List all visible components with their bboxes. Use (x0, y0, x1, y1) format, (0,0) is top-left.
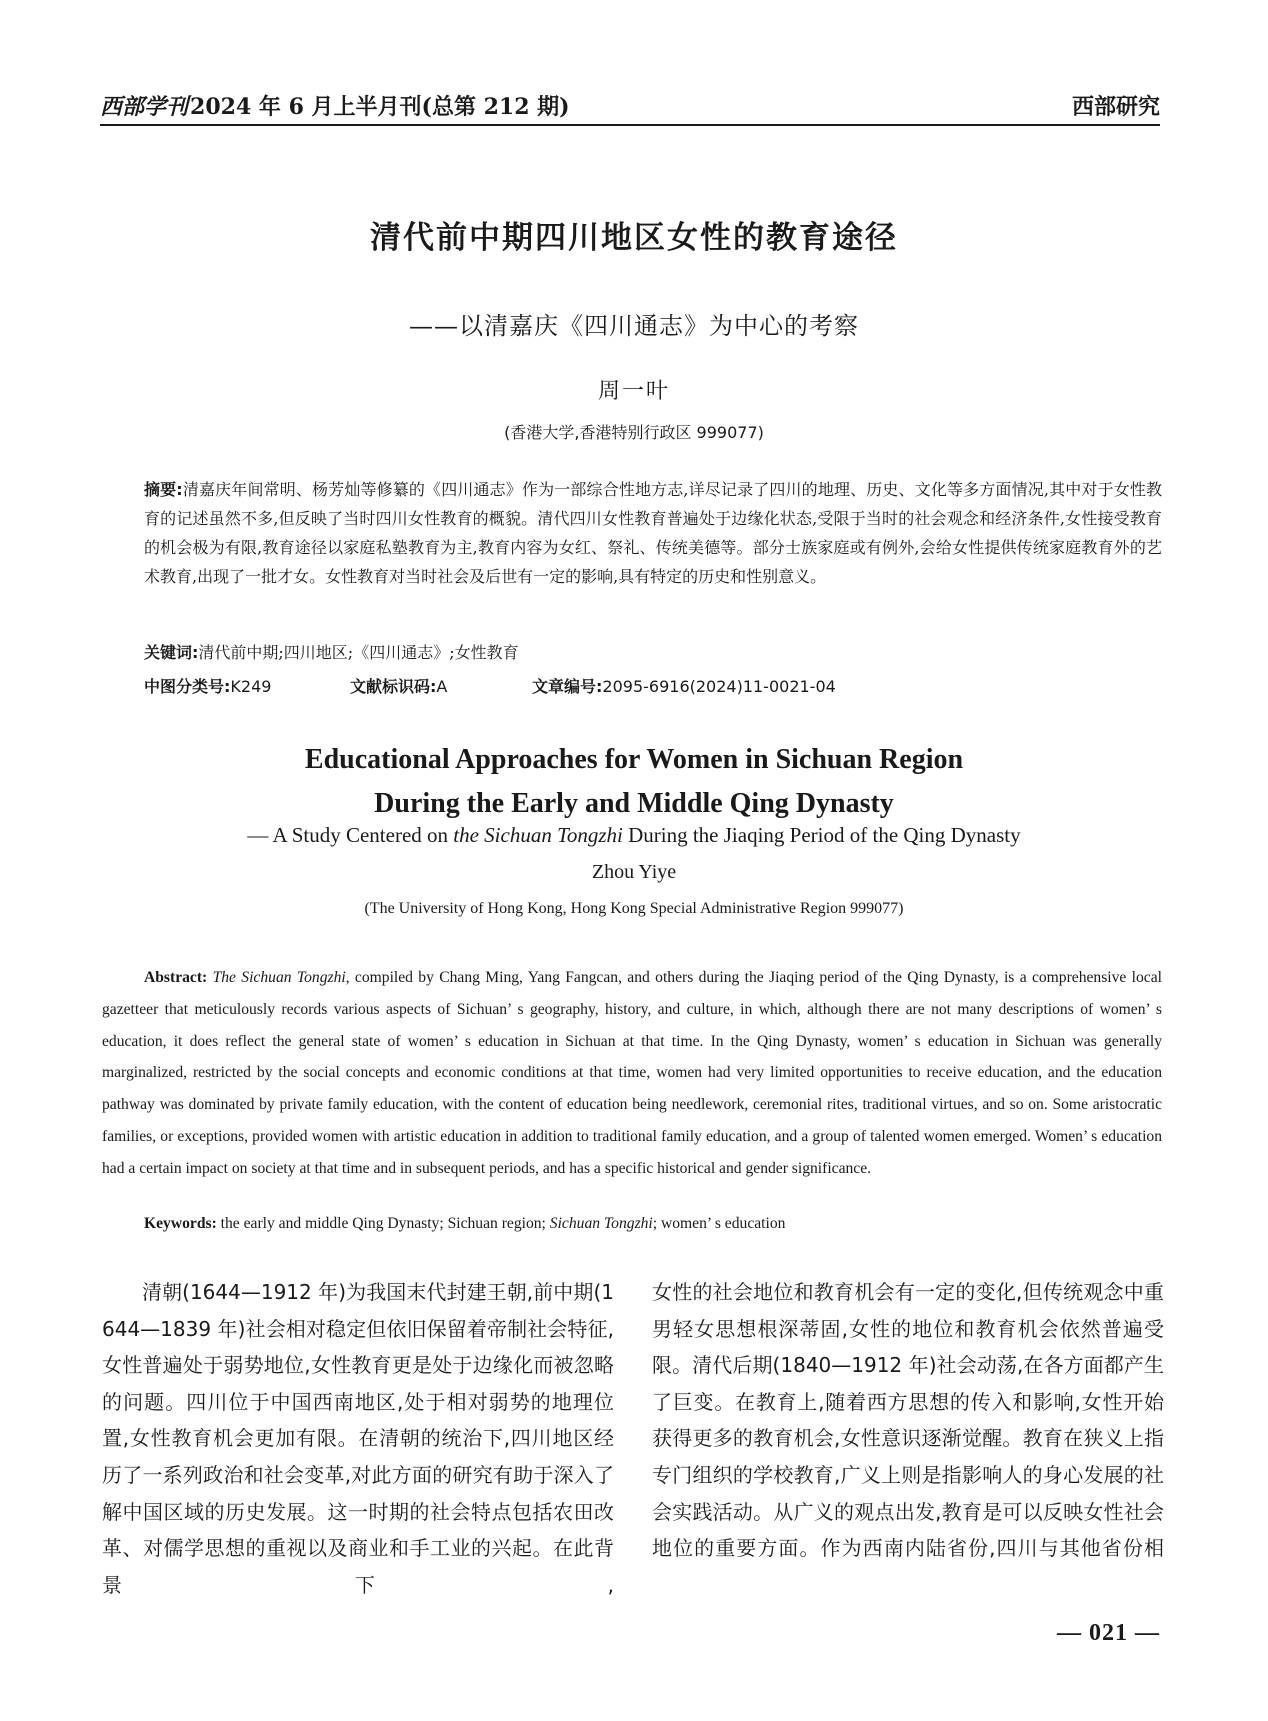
en-keywords-pre: the early and middle Qing Dynasty; Sichuan region; (216, 1215, 550, 1232)
zh-subtitle: ——以清嘉庆《四川通志》为中心的考察 (409, 312, 859, 340)
en-subtitle (0, 823, 1268, 848)
zh-abstract (144, 475, 1162, 591)
en-subtitle-pre: — A Study Centered on (247, 823, 454, 847)
doc-code-value: A (436, 677, 448, 696)
clc-label: 中图分类号: (144, 677, 231, 696)
zh-keywords-label: 关键词: (144, 643, 199, 662)
en-abstract-italic: The Sichuan Tongzhi (212, 969, 346, 986)
en-title (0, 738, 1268, 826)
zh-keywords (144, 640, 1162, 663)
article-number (532, 674, 836, 697)
zh-author: 周一叶 (597, 379, 670, 404)
journal-logo: 西部学刊 (100, 94, 189, 120)
body-column-left (102, 1274, 614, 1603)
zh-abstract-label: 摘要: (144, 480, 183, 499)
body-paragraph: 清朝(1644—1912 年)为我国末代封建王朝,前中期(1644—1839 年)社会相对稳定但依旧保留着帝制社会特征,女性普遍处于弱势地位,女性教育更是处于边缘化而被忽略的问题。四川位于中国西南地区,处于相对弱势的地理位置,女性教育机会更加有限。在清朝的统治下,四川地区经历了一系列政治和社会变革,对此方面的研究有助于深入了解中国区域的历史发展。这一时期的社会特点包括农田改革、对儒学思想的重视以及商业和手工业的兴起。在此背景下, (102, 1280, 614, 1597)
section-name: 西部研究 (1071, 95, 1160, 120)
en-keywords (144, 1215, 1162, 1233)
en-abstract (102, 962, 1162, 1185)
issue-info: 2024 年 6 月上半月刊(总第 212 期) (190, 94, 570, 120)
running-header (100, 84, 1160, 124)
en-title-line-1: Educational Approaches for Women in Sichuan Region (304, 744, 964, 775)
article-no-label: 文章编号: (532, 677, 603, 696)
en-author: Zhou Yiye (591, 861, 677, 883)
body-paragraph: 女性的社会地位和教育机会有一定的变化,但传统观念中重男轻女思想根深蒂固,女性的地位和教育机会依然普遍受限。清代后期(1840—1912 年)社会动荡,在各方面都产生了巨变。在教育上,随着西方思想的传入和影响,女性开始获得更多的教育机会,女性意识逐渐觉醒。教育在狭义上指专门组织的学校教育,广义上则是指影响人的身心发展的社会实践活动。从广义的观点出发,教育是可以反映女性社会地位的重要方面。作为西南内陆省份,四川与其他省份相 (652, 1280, 1164, 1561)
zh-title: 清代前中期四川地区女性的教育途径 (370, 220, 898, 256)
en-subtitle-post: During the Jiaqing Period of the Qing Dynasty (622, 823, 1021, 847)
en-abstract-label: Abstract: (144, 969, 208, 986)
article-no-value: 2095-6916(2024)11-0021-04 (602, 677, 836, 696)
en-subtitle-italic: the Sichuan Tongzhi (453, 823, 623, 847)
en-keywords-post: ; women’ s education (652, 1215, 786, 1232)
doc-code-label: 文献标识码: (350, 677, 437, 696)
en-keywords-label: Keywords: (144, 1215, 217, 1232)
en-abstract-text: , compiled by Chang Ming, Yang Fangcan, and others during the Jiaqing period of the Qing Dynasty, is a comprehensive local gazetteer that meticulously records various aspects of Sichuan’ s geography, history, and culture, in which, although there are not many descriptions of women’ s education, it does reflect the general state of women’ s education in Sichuan at that time. In the Qing Dynasty, women’ s education in Sichuan was generally marginalized, restricted by the social concepts and economic conditions at that time, women had very limited opportunities to receive education, and the education pathway was dominated by private family education, with the content of education being needlework, ceremonial rites, traditional virtues, and so on. Some aristocratic families, or exceptions, provided women with artistic education in addition to traditional family education, and a group of talented women emerged. Women’ s education had a certain impact on society at that time and in subsequent periods, and has a specific historical and gender significance. (102, 969, 1162, 1177)
clc-value: K249 (230, 677, 272, 696)
article-meta (144, 674, 1162, 697)
zh-abstract-text: 清嘉庆年间常明、杨芳灿等修纂的《四川通志》作为一部综合性地方志,详尽记录了四川的地理、历史、文化等多方面情况,其中对于女性教育的记述虽然不多,但反映了当时四川女性教育的概貌。清代四川女性教育普遍处于边缘化状态,受限于当时的社会观念和经济条件,女性接受教育的机会极为有限,教育途径以家庭私塾教育为主,教育内容为女红、祭礼、传统美德等。部分士族家庭或有例外,会给女性提供传统家庭教育外的艺术教育,出现了一批才女。女性教育对当时社会及后世有一定的影响,具有特定的历史和性别意义。 (144, 480, 1162, 586)
en-title-line-2: During the Early and Middle Qing Dynasty (374, 788, 894, 819)
journal-issue (100, 90, 570, 121)
doc-code (350, 674, 532, 697)
body-column-right (652, 1274, 1164, 1567)
en-affiliation: (The University of Hong Kong, Hong Kong Special Administrative Region 999077) (364, 900, 904, 917)
zh-affiliation: (香港大学,香港特别行政区 999077) (504, 423, 764, 442)
clc-number (144, 674, 350, 697)
en-keywords-italic: Sichuan Tongzhi (549, 1215, 653, 1232)
page-number: — 021 — (1057, 1620, 1160, 1646)
header-rule (100, 124, 1160, 126)
zh-keywords-text: 清代前中期;四川地区;《四川通志》;女性教育 (198, 643, 519, 662)
